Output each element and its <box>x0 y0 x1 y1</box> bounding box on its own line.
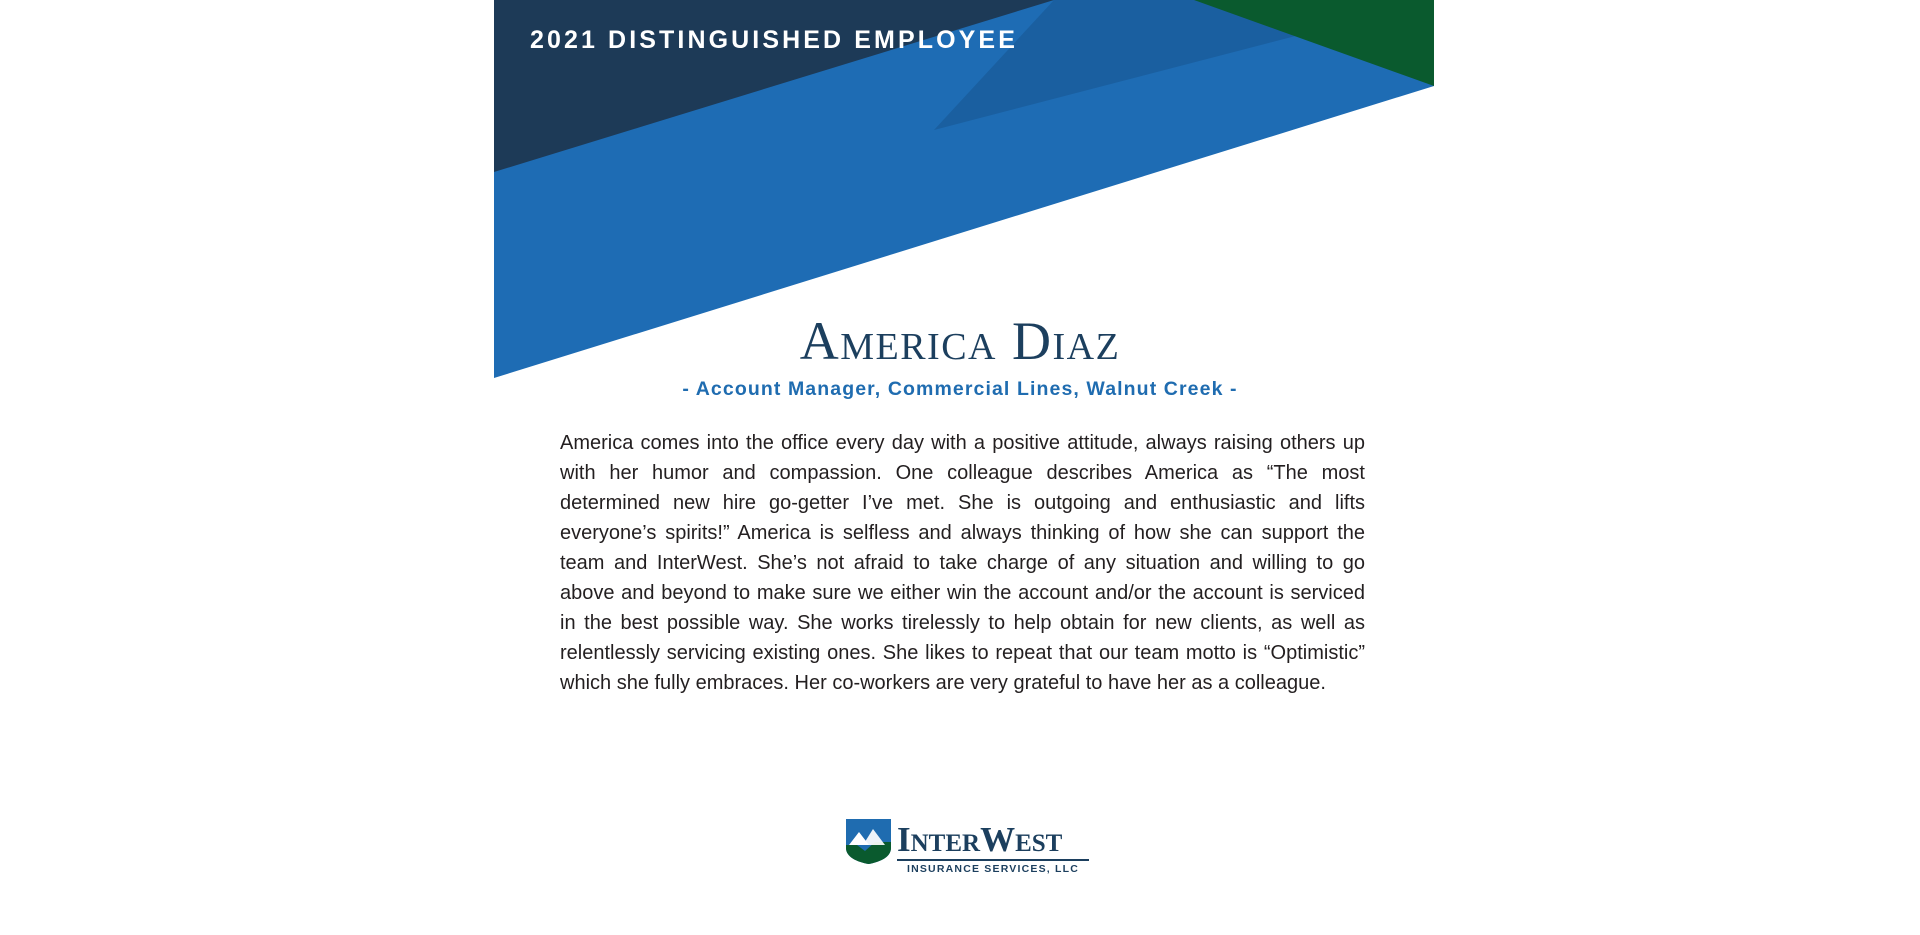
banner-title: 2021 DISTINGUISHED EMPLOYEE <box>530 26 1018 54</box>
logo-wordmark-first: Inter <box>897 820 981 859</box>
logo-tagline: INSURANCE SERVICES, LLC <box>906 863 1080 875</box>
logo-wordmark-second: West <box>980 820 1063 859</box>
citation-text: America comes into the office every day with a positive attitude, always raising others up with her humor and compassion. One colleague describes America as “The most determined new hire go-getter I’ve met. She is outgoing and enthusiastic and lifts everyone’s spirits!” America is selfless and always thinking of how she can support the team and InterWest. She’s not afraid to take charge of any situation and willing to go above and beyond to make sure we either win the account and/or the account is serviced in the best possible way. She works tirelessly to help obtain for new clients, as well as relentlessly servicing existing ones. She likes to repeat that our team motto is “Optimistic” which she fully embraces. Her co-workers are very grateful to have her as a colleague. <box>560 432 1365 694</box>
interwest-logo <box>845 818 1079 882</box>
logo-divider <box>897 859 1089 861</box>
honoree-name: America Diaz <box>799 311 1121 371</box>
honoree-role: - Account Manager, Commercial Lines, Walnut Creek - <box>682 378 1238 400</box>
logo-wordmark <box>897 820 1062 860</box>
mountain-shield-icon <box>845 818 892 865</box>
